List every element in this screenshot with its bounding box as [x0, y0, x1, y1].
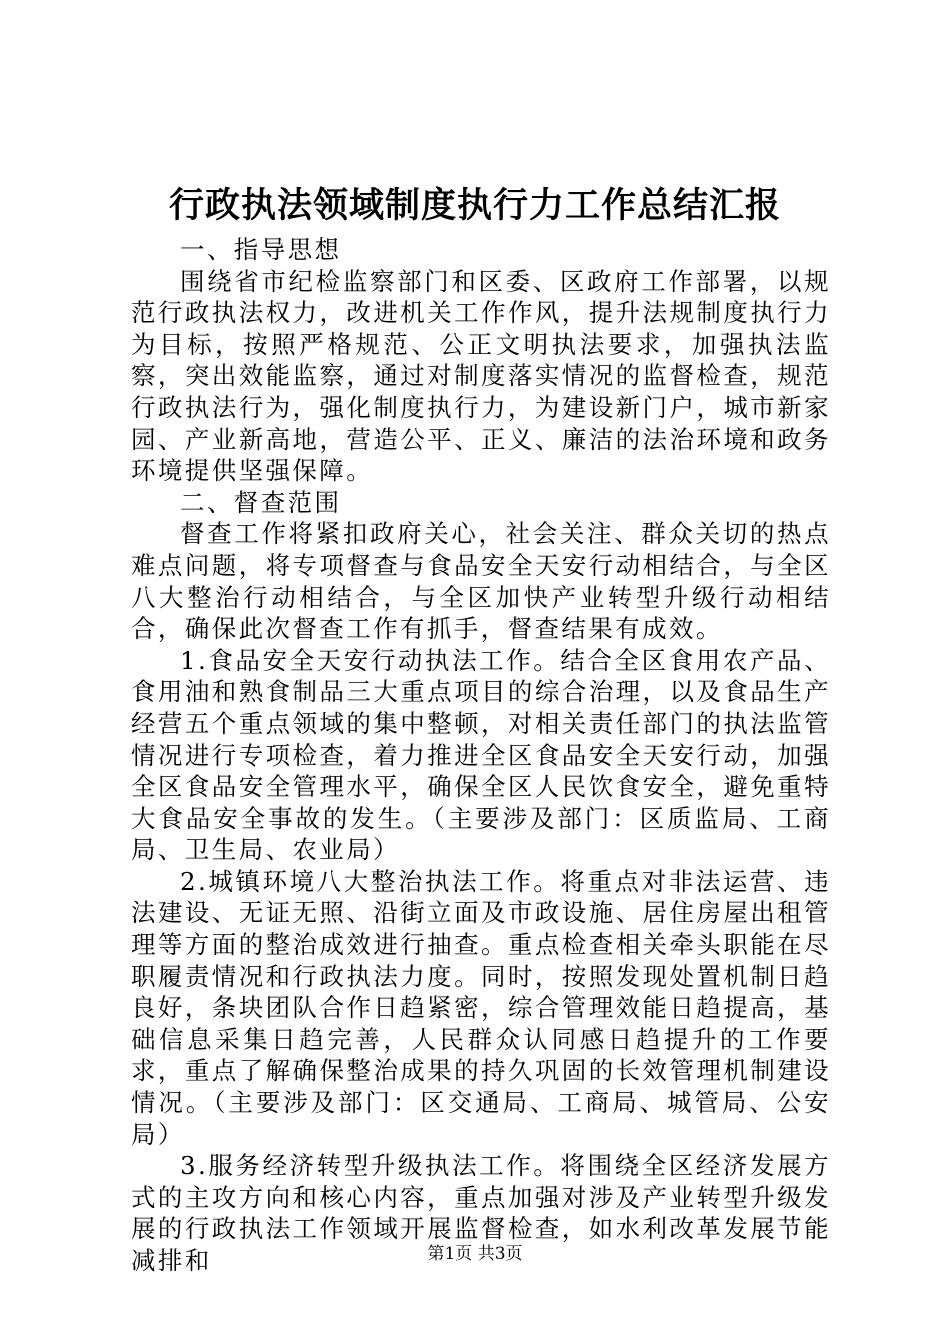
paragraph-item-food-safety: 1.食品安全天安行动执法工作。结合全区食用农产品、食用油和熟食制品三大重点项目的综合治理，以及食品生产经营五个重点领域的集中整顿，对相关责任部门的执法监管情况进行专项检查，着力推进全区食品安全天安行动，加强全区食品安全管理水平，确保全区人民饮食安全，避免重特大食品安全事故的发生。（主要涉及部门：区质监局、工商局、卫生局、农业局） — [131, 645, 831, 865]
paragraph-guiding-principle: 围绕省市纪检监察部门和区委、区政府工作部署，以规范行政执法权力，改进机关工作作风，提升法规制度执行力为目标，按照严格规范、公正文明执法要求，加强执法监察，突出效能监察，通过对制度落实情况的监督检查，规范行政执法行为，强化制度执行力，为建设新门户，城市新家园、产业新高地，营造公平、正义、廉洁的法治环境和政务环境提供坚强保障。 — [131, 266, 831, 486]
section-heading-guiding-principle: 一、指导思想 — [180, 235, 342, 264]
paragraph-item-economic-transformation: 3.服务经济转型升级执法工作。将围绕全区经济发展方式的主攻方向和核心内容，重点加强对涉及产业转型升级发展的行政执法工作领域开展监督检查，如水利改革发展节能减排和 — [131, 1151, 831, 1275]
paragraph-item-urban-environment: 2.城镇环境八大整治执法工作。将重点对非法运营、违法建设、无证无照、沿街立面及市政设施、居住房屋出租管理等方面的整治成效进行抽查。重点检查相关牵头职能在尽职履责情况和行政执法力度。同时，按照发现处置机制日趋良好，条块团队合作日趋紧密，综合管理效能日趋提高，基础信息采集日趋完善，人民群众认同感日趋提升的工作要求，重点了解确保整治成果的持久巩固的长效管理机制建设情况。（主要涉及部门：区交通局、工商局、城管局、公安局） — [131, 866, 831, 1149]
paragraph-scope: 督查工作将紧扣政府关心，社会关注、群众关切的热点难点问题，将专项督查与食品安全天安行动相结合，与全区八大整治行动相结合，与全区加快产业转型升级行动相结合，确保此次督查工作有抓手，督查结果有成效。 — [131, 519, 831, 644]
page-number-footer: 第1页 共3页 — [427, 1244, 523, 1264]
document-body — [131, 234, 831, 1277]
section-heading-scope: 二、督查范围 — [180, 487, 342, 517]
document-title: 行政执法领域制度执行力工作总结汇报 — [168, 185, 781, 226]
